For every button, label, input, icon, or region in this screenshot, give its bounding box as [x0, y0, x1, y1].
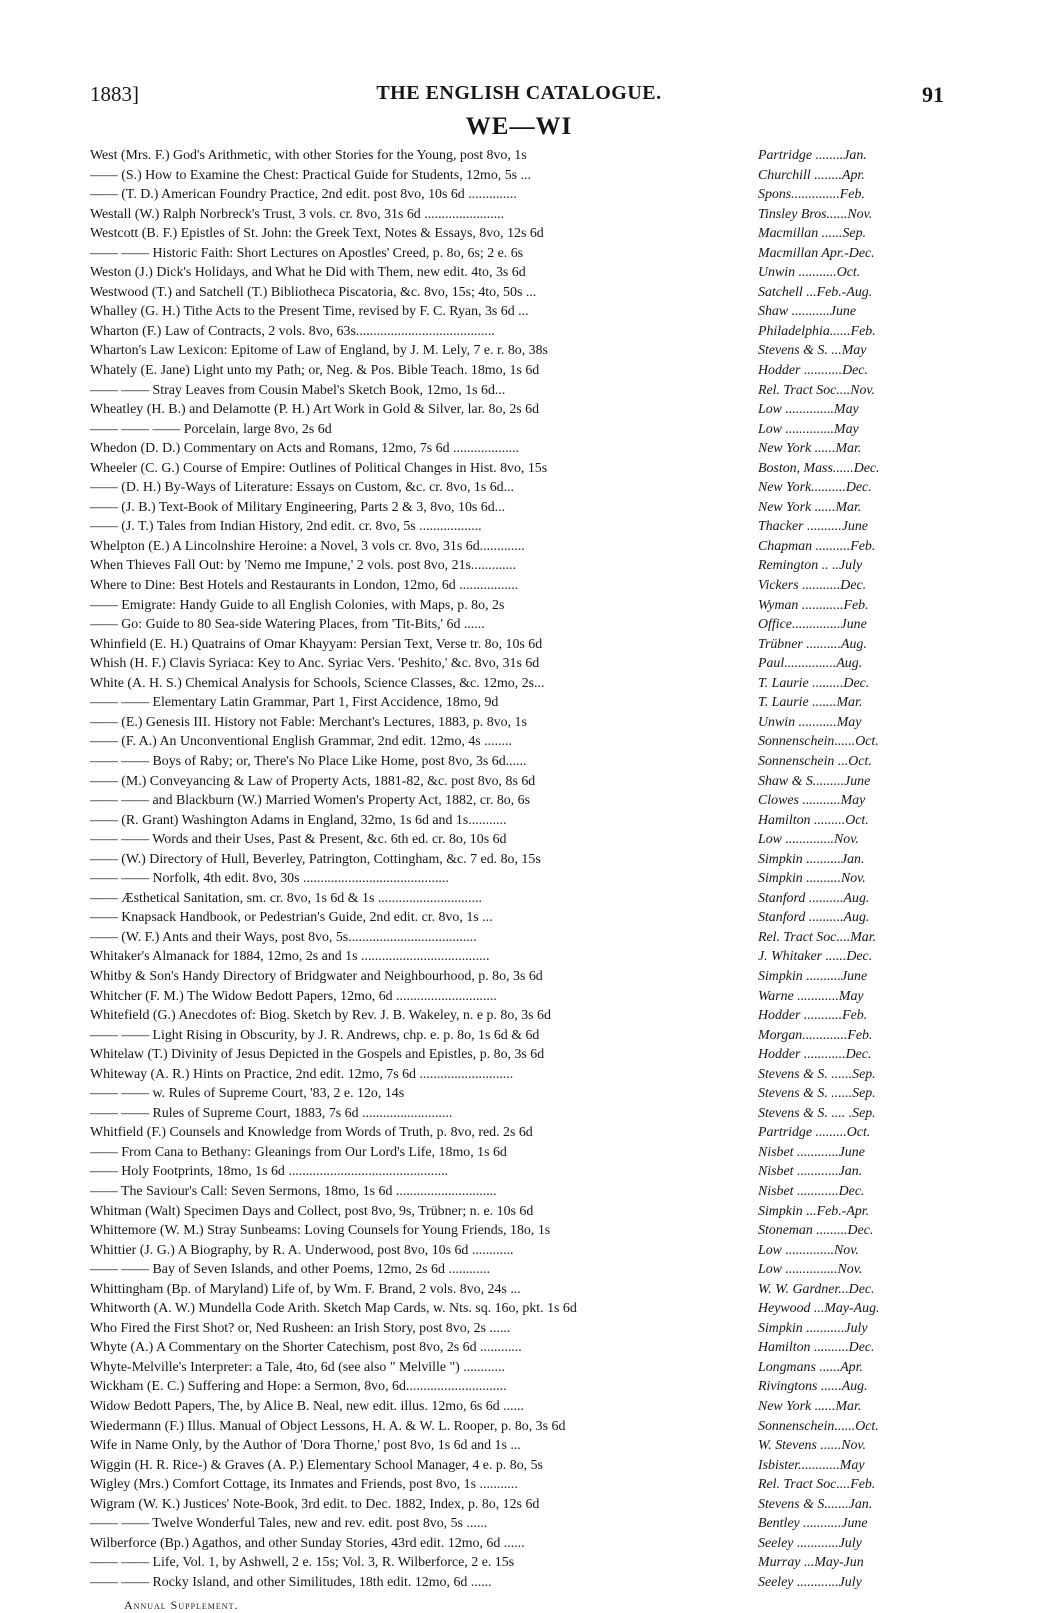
catalogue-entry	[90, 578, 948, 598]
entry-publisher-date: Remington .. ..July	[758, 558, 863, 574]
entry-publisher-date: J. Whitaker ......Dec.	[758, 949, 873, 965]
entry-description: Wigram (W. K.) Justices' Note-Book, 3rd edit. to Dec. 1882, Index, p. 8o, 12s 6d	[90, 1496, 540, 1512]
catalogue-entry	[90, 813, 948, 833]
catalogue-entry	[90, 285, 948, 305]
entry-description: Where to Dine: Best Hotels and Restaurants in London, 12mo, 6d .................	[90, 578, 519, 594]
entry-description: Whyte-Melville's Interpreter: a Tale, 4to, 6d (see also " Melville ") ............	[90, 1359, 505, 1375]
entry-description: Wiedermann (F.) Illus. Manual of Object Lessons, H. A. & W. L. Rooper, p. 8o, 3s 6d	[90, 1418, 566, 1434]
entry-publisher-date: Rel. Tract Soc....Nov.	[758, 382, 876, 398]
entry-description: Whitby & Son's Handy Directory of Bridgwater and Neighbourhood, p. 8o, 3s 6d	[90, 968, 543, 984]
entry-publisher-date: Low ..............Nov.	[758, 832, 859, 848]
entry-publisher-date: Paul...............Aug.	[758, 656, 863, 672]
entry-publisher-date: Nisbet ............Dec.	[758, 1183, 865, 1199]
entry-description: —— —— Historic Faith: Short Lectures on Apostles' Creed, p. 8o, 6s; 2 e. 6s	[90, 245, 524, 261]
entry-description: White (A. H. S.) Chemical Analysis for Schools, Science Classes, &c. 12mo, 2s...	[90, 675, 545, 691]
entry-publisher-date: T. Laurie .......Mar.	[758, 695, 863, 711]
catalogue-entry	[90, 1301, 948, 1321]
entry-description: —— Emigrate: Handy Guide to all English Colonies, with Maps, p. 8o, 2s	[90, 597, 505, 613]
catalogue-entry	[90, 1106, 948, 1126]
catalogue-entry	[90, 1340, 948, 1360]
entry-description: Whitcher (F. M.) The Widow Bedott Papers, 12mo, 6d .............................	[90, 988, 497, 1004]
catalogue-entry	[90, 1419, 948, 1439]
entry-publisher-date: Stevens & S. ......Sep.	[758, 1086, 876, 1102]
entry-description: —— —— w. Rules of Supreme Court, '83, 2 e. 12o, 14s	[90, 1086, 405, 1102]
catalogue-entry	[90, 207, 948, 227]
entry-description: Whyte (A.) A Commentary on the Shorter Catechism, post 8vo, 2s 6d ............	[90, 1340, 522, 1356]
entry-description: —— (D. H.) By-Ways of Literature: Essays on Custom, &c. cr. 8vo, 1s 6d...	[90, 480, 515, 496]
entry-description: Whitaker's Almanack for 1884, 12mo, 2s and 1s .....................................	[90, 949, 490, 965]
entry-description: —— —— Rocky Island, and other Similitudes, 18th edit. 12mo, 6d ......	[90, 1574, 492, 1590]
entry-publisher-date: Heywood ...May-Aug.	[758, 1301, 880, 1317]
entry-description: —— —— Light Rising in Obscurity, by J. R. Andrews, chp. e. p. 8o, 1s 6d & 6d	[90, 1027, 540, 1043]
entry-publisher-date: Unwin ...........May	[758, 714, 862, 730]
entry-description: Whish (H. F.) Clavis Syriaca: Key to Anc. Syriac Vers. 'Peshito,' &c. 8vo, 31s 6d	[90, 656, 540, 672]
catalogue-entry	[90, 1067, 948, 1087]
entry-description: —— —— Stray Leaves from Cousin Mabel's Sketch Book, 12mo, 1s 6d...	[90, 382, 506, 398]
entry-publisher-date: Partridge ........Jan.	[758, 148, 867, 163]
catalogue-entry	[90, 1086, 948, 1106]
catalogue-entry	[90, 715, 948, 735]
catalogue-entry	[90, 637, 948, 657]
entry-description: —— —— Rules of Supreme Court, 1883, 7s 6d ..........................	[90, 1105, 453, 1121]
entry-description: —— —— and Blackburn (W.) Married Women's Property Act, 1882, cr. 8o, 6s	[90, 793, 531, 809]
catalogue-entry	[90, 774, 948, 794]
catalogue-entry	[90, 1379, 948, 1399]
entry-publisher-date: Simpkin ..........Jan.	[758, 851, 865, 867]
catalogue-entry	[90, 754, 948, 774]
entry-publisher-date: Warne ............May	[758, 988, 864, 1004]
entry-description: —— —— Elementary Latin Grammar, Part 1, First Accidence, 18mo, 9d	[90, 695, 499, 711]
catalogue-entry	[90, 441, 948, 461]
entry-description: Wickham (E. C.) Suffering and Hope: a Sermon, 8vo, 6d.............................	[90, 1379, 507, 1395]
entry-description: Whittemore (W. M.) Stray Sunbeams: Loving Counsels for Young Friends, 18o, 1s	[90, 1223, 551, 1239]
entry-description: —— (T. D.) American Foundry Practice, 2nd edit. post 8vo, 10s 6d ..............	[90, 187, 517, 203]
catalogue-entry	[90, 1008, 948, 1028]
entry-description: Westwood (T.) and Satchell (T.) Bibliotheca Piscatoria, &c. 8vo, 15s; 4to, 50s ...	[90, 284, 537, 300]
entry-description: Wigley (Mrs.) Comfort Cottage, its Inmates and Friends, post 8vo, 1s ...........	[90, 1477, 518, 1493]
entry-description: —— —— Bay of Seven Islands, and other Poems, 12mo, 2s 6d ............	[90, 1262, 491, 1278]
footer-note: Annual Supplement.	[124, 1598, 239, 1613]
header-title: THE ENGLISH CATALOGUE.	[376, 82, 662, 104]
header-year: 1883]	[90, 82, 139, 106]
entry-publisher-date: Shaw ...........June	[758, 304, 856, 320]
entry-description: Whitman (Walt) Specimen Days and Collect, post 8vo, 9s, Trübner; n. e. 10s 6d	[90, 1203, 534, 1219]
catalogue-entry	[90, 1204, 948, 1224]
catalogue-entry	[90, 910, 948, 930]
entry-description: —— (R. Grant) Washington Adams in England, 32mo, 1s 6d and 1s...........	[90, 812, 507, 828]
catalogue-entry	[90, 1145, 948, 1165]
catalogue-entry	[90, 871, 948, 891]
entry-publisher-date: Seeley ............July	[758, 1574, 862, 1590]
entry-publisher-date: W. W. Gardner...Dec.	[758, 1281, 875, 1297]
entry-publisher-date: Rel. Tract Soc....Mar.	[758, 929, 877, 945]
entry-publisher-date: Bentley ...........June	[758, 1516, 868, 1532]
entry-publisher-date: Morgan.............Feb.	[758, 1027, 873, 1043]
entry-publisher-date: Hamilton .........Oct.	[758, 812, 869, 828]
page-number: 91	[922, 82, 944, 107]
entry-publisher-date: Thacker ..........June	[758, 519, 868, 535]
entry-publisher-date: Low ...............Nov.	[758, 1262, 863, 1278]
catalogue-entry	[90, 422, 948, 442]
catalogue-entry	[90, 1223, 948, 1243]
entry-description: —— —— Norfolk, 4th edit. 8vo, 30s ..........................................	[90, 871, 449, 887]
catalogue-entry	[90, 1477, 948, 1497]
entry-description: Whittingham (Bp. of Maryland) Life of, by Wm. F. Brand, 2 vols. 8vo, 24s ...	[90, 1281, 521, 1297]
entry-description: Westcott (B. F.) Epistles of St. John: the Greek Text, Notes & Essays, 8vo, 12s 6d	[90, 226, 544, 242]
entry-publisher-date: Sonnenschein......Oct.	[758, 734, 879, 750]
entry-publisher-date: Wyman ............Feb.	[758, 597, 869, 613]
entry-description: —— (W. F.) Ants and their Ways, post 8vo, 5s.....................................	[90, 929, 477, 945]
catalogue-entry	[90, 187, 948, 207]
catalogue-entry	[90, 558, 948, 578]
entry-publisher-date: Clowes ...........May	[758, 793, 866, 809]
entry-publisher-date: Philadelphia......Feb.	[758, 323, 876, 339]
catalogue-entry	[90, 949, 948, 969]
entry-publisher-date: Isbister............May	[758, 1457, 865, 1473]
catalogue-entry	[90, 265, 948, 285]
catalogue-page	[90, 82, 948, 1613]
catalogue-entry	[90, 304, 948, 324]
catalogue-entry	[90, 656, 948, 676]
entry-description: West (Mrs. F.) God's Arithmetic, with other Stories for the Young, post 8vo, 1s	[90, 148, 527, 163]
entry-description: —— —— Twelve Wonderful Tales, new and rev. edit. post 8vo, 5s ......	[90, 1516, 488, 1532]
entry-description: —— (S.) How to Examine the Chest: Practical Guide for Students, 12mo, 5s ...	[90, 167, 531, 183]
entry-publisher-date: Unwin ...........Oct.	[758, 265, 861, 281]
entry-publisher-date: Hamilton ..........Dec.	[758, 1340, 875, 1356]
entry-description: Widow Bedott Papers, The, by Alice B. Neal, new edit. illus. 12mo, 6s 6d ......	[90, 1399, 524, 1414]
catalogue-entry	[90, 1047, 948, 1067]
catalogue-entry	[90, 383, 948, 403]
entry-description: Wife in Name Only, by the Author of 'Dora Thorne,' post 8vo, 1s 6d and 1s ...	[90, 1438, 521, 1454]
entry-description: —— —— Boys of Raby; or, There's No Place Like Home, post 8vo, 3s 6d......	[90, 753, 527, 769]
entry-publisher-date: New York ......Mar.	[758, 441, 862, 457]
entry-publisher-date: Simpkin ...........July	[758, 1320, 868, 1336]
entry-description: Whittier (J. G.) A Biography, by R. A. Underwood, post 8vo, 10s 6d ............	[90, 1242, 514, 1258]
entry-publisher-date: W. Stevens ......Nov.	[758, 1438, 867, 1454]
entry-publisher-date: Churchill ........Apr.	[758, 167, 865, 183]
entry-publisher-date: Shaw & S.........June	[758, 773, 871, 789]
catalogue-entry	[90, 402, 948, 422]
catalogue-entry	[90, 1360, 948, 1380]
entry-description: Wharton's Law Lexicon: Epitome of Law of England, by J. M. Lely, 7 e. r. 8o, 38s	[90, 343, 548, 359]
entry-publisher-date: Tinsley Bros......Nov.	[758, 206, 873, 222]
catalogue-entry	[90, 1438, 948, 1458]
catalogue-entry	[90, 1125, 948, 1145]
catalogue-entry	[90, 539, 948, 559]
catalogue-entry	[90, 1262, 948, 1282]
entry-description: Who Fired the First Shot? or, Ned Rusheen: an Irish Story, post 8vo, 2s ......	[90, 1320, 511, 1336]
catalogue-entry	[90, 148, 948, 168]
catalogue-entry	[90, 343, 948, 363]
entry-publisher-date: Hodder ............Dec.	[758, 1047, 872, 1063]
entry-publisher-date: Murray ...May-Jun	[758, 1555, 864, 1571]
catalogue-entry	[90, 1164, 948, 1184]
entry-publisher-date: New York..........Dec.	[758, 480, 872, 496]
entry-publisher-date: Low ..............May	[758, 421, 859, 437]
entry-description: Whitworth (A. W.) Mundella Code Arith. Sketch Map Cards, w. Nts. sq. 16o, pkt. 1s 6d	[90, 1301, 577, 1317]
entry-publisher-date: Stevens & S.......Jan.	[758, 1496, 873, 1512]
catalogue-entry	[90, 617, 948, 637]
entry-publisher-date: Macmillan Apr.-Dec.	[758, 245, 875, 261]
entry-publisher-date: Partridge .........Oct.	[758, 1125, 871, 1141]
entry-publisher-date: Trübner ..........Aug.	[758, 636, 867, 652]
catalogue-entry	[90, 1184, 948, 1204]
catalogue-entry	[90, 246, 948, 266]
entry-publisher-date: Stanford ..........Aug.	[758, 890, 870, 906]
entry-description: —— —— Words and their Uses, Past & Present, &c. 6th ed. cr. 8o, 10s 6d	[90, 832, 507, 848]
catalogue-entry	[90, 461, 948, 481]
catalogue-entry	[90, 1516, 948, 1536]
catalogue-entry	[90, 930, 948, 950]
catalogue-entry	[90, 519, 948, 539]
entry-description: —— (W.) Directory of Hull, Beverley, Patrington, Cottingham, &c. 7 ed. 8o, 15s	[90, 851, 541, 867]
entry-publisher-date: Macmillan ......Sep.	[758, 226, 867, 242]
entry-description: Whately (E. Jane) Light unto my Path; or, Neg. & Pos. Bible Teach. 18mo, 1s 6d	[90, 363, 540, 379]
catalogue-entry	[90, 1399, 948, 1419]
entry-description: Wiggin (H. R. Rice-) & Graves (A. P.) Elementary School Manager, 4 e. p. 8o, 5s	[90, 1457, 543, 1473]
entry-description: Wilberforce (Bp.) Agathos, and other Sunday Stories, 43rd edit. 12mo, 6d ......	[90, 1535, 525, 1551]
entry-description: —— (F. A.) An Unconventional English Grammar, 2nd edit. 12mo, 4s ........	[90, 734, 512, 750]
entry-description: —— Knapsack Handbook, or Pedestrian's Guide, 2nd edit. cr. 8vo, 1s ...	[90, 910, 493, 926]
catalogue-entry	[90, 1028, 948, 1048]
entry-list	[90, 148, 948, 1594]
entry-publisher-date: Simpkin ..........June	[758, 968, 868, 984]
catalogue-entry	[90, 891, 948, 911]
entry-publisher-date: Sonnenschein......Oct.	[758, 1418, 879, 1434]
catalogue-entry	[90, 480, 948, 500]
entry-description: Whedon (D. D.) Commentary on Acts and Romans, 12mo, 7s 6d ...................	[90, 441, 520, 457]
catalogue-entry	[90, 1243, 948, 1263]
entry-description: Whiteway (A. R.) Hints on Practice, 2nd edit. 12mo, 7s 6d ...........................	[90, 1066, 514, 1082]
catalogue-entry	[90, 832, 948, 852]
entry-description: —— (J. B.) Text-Book of Military Engineering, Parts 2 & 3, 8vo, 10s 6d...	[90, 499, 506, 515]
catalogue-entry	[90, 598, 948, 618]
entry-publisher-date: Simpkin ..........Nov.	[758, 871, 866, 887]
entry-description: —— (M.) Conveyancing & Law of Property Acts, 1881-82, &c. post 8vo, 8s 6d	[90, 773, 536, 789]
catalogue-entry	[90, 500, 948, 520]
catalogue-entry	[90, 226, 948, 246]
entry-publisher-date: Rivingtons ......Aug.	[758, 1379, 868, 1395]
entry-description: —— Æsthetical Sanitation, sm. cr. 8vo, 1s 6d & 1s ..............................	[90, 890, 483, 906]
entry-publisher-date: Stanford ..........Aug.	[758, 910, 870, 926]
entry-publisher-date: Stevens & S. ......Sep.	[758, 1066, 876, 1082]
page-header	[90, 82, 948, 110]
entry-publisher-date: Stevens & S. .... .Sep.	[758, 1105, 876, 1121]
catalogue-entry	[90, 969, 948, 989]
entry-description: Whitefield (G.) Anecdotes of: Biog. Sketch by Rev. J. B. Wakeley, n. e p. 8o, 3s 6d	[90, 1008, 551, 1024]
entry-publisher-date: Longmans ......Apr.	[758, 1359, 863, 1375]
entry-publisher-date: Chapman ..........Feb.	[758, 538, 876, 554]
entry-publisher-date: Stoneman .........Dec.	[758, 1223, 874, 1239]
catalogue-entry	[90, 1458, 948, 1478]
catalogue-entry	[90, 1575, 948, 1595]
entry-description: Whalley (G. H.) Tithe Acts to the Present Time, revised by F. C. Ryan, 3s 6d ...	[90, 304, 529, 320]
entry-publisher-date: Hodder ...........Dec.	[758, 363, 868, 379]
entry-description: Wheatley (H. B.) and Delamotte (P. H.) Art Work in Gold & Silver, lar. 8o, 2s 6d	[90, 402, 540, 418]
entry-publisher-date: Office..............June	[758, 617, 867, 633]
catalogue-entry	[90, 793, 948, 813]
catalogue-entry	[90, 1536, 948, 1556]
entry-description: Whitfield (F.) Counsels and Knowledge from Words of Truth, p. 8vo, red. 2s 6d	[90, 1125, 533, 1141]
entry-publisher-date: New York ......Mar.	[758, 499, 862, 515]
entry-description: —— —— —— Porcelain, large 8vo, 2s 6d	[90, 421, 332, 437]
entry-description: —— (E.) Genesis III. History not Fable: Merchant's Lectures, 1883, p. 8vo, 1s	[90, 714, 527, 730]
entry-publisher-date: Vickers ...........Dec.	[758, 578, 867, 594]
entry-description: Whinfield (E. H.) Quatrains of Omar Khayyam: Persian Text, Verse tr. 8o, 10s 6d	[90, 636, 543, 652]
entry-description: Whitelaw (T.) Divinity of Jesus Depicted in the Gospels and Epistles, p. 8o, 3s 6d	[90, 1047, 545, 1063]
entry-publisher-date: Low ..............May	[758, 402, 859, 418]
entry-publisher-date: Hodder ...........Feb.	[758, 1008, 868, 1024]
entry-description: When Thieves Fall Out: by 'Nemo me Impune,' 2 vols. post 8vo, 21s.............	[90, 558, 517, 574]
entry-publisher-date: Seeley ............July	[758, 1535, 862, 1551]
entry-description: —— From Cana to Bethany: Gleanings from Our Lord's Life, 18mo, 1s 6d	[90, 1144, 507, 1160]
section-heading: WE—WI	[465, 113, 573, 140]
catalogue-entry	[90, 168, 948, 188]
entry-description: —— Go: Guide to 80 Sea-side Watering Places, from 'Tit-Bits,' 6d ......	[90, 617, 485, 633]
entry-description: —— (J. T.) Tales from Indian History, 2nd edit. cr. 8vo, 5s ..................	[90, 519, 482, 535]
catalogue-entry	[90, 363, 948, 383]
catalogue-entry	[90, 1282, 948, 1302]
catalogue-entry	[90, 852, 948, 872]
entry-description: Westall (W.) Ralph Norbreck's Trust, 3 vols. cr. 8vo, 31s 6d .......................	[90, 206, 505, 222]
entry-publisher-date: Simpkin ...Feb.-Apr.	[758, 1203, 870, 1219]
entry-publisher-date: Nisbet ............June	[758, 1144, 865, 1160]
catalogue-entry	[90, 1321, 948, 1341]
entry-description: Wharton (F.) Law of Contracts, 2 vols. 8vo, 63s........................................	[90, 323, 495, 339]
entry-publisher-date: Spons..............Feb.	[758, 187, 865, 203]
entry-publisher-date: T. Laurie .........Dec.	[758, 675, 870, 691]
catalogue-entry	[90, 324, 948, 344]
entry-description: —— Holy Footprints, 18mo, 1s 6d ..............................................	[90, 1164, 449, 1180]
entry-publisher-date: Rel. Tract Soc....Feb.	[758, 1477, 876, 1493]
catalogue-entry	[90, 734, 948, 754]
catalogue-entry	[90, 1497, 948, 1517]
entry-description: —— —— Life, Vol. 1, by Ashwell, 2 e. 15s; Vol. 3, R. Wilberforce, 2 e. 15s	[90, 1555, 515, 1571]
entry-publisher-date: Low ..............Nov.	[758, 1242, 859, 1258]
entry-publisher-date: Sonnenschein ...Oct.	[758, 753, 872, 769]
entry-publisher-date: Nisbet ............Jan.	[758, 1164, 863, 1180]
catalogue-entry	[90, 676, 948, 696]
catalogue-entry	[90, 695, 948, 715]
entry-publisher-date: New York ......Mar.	[758, 1399, 862, 1414]
entry-description: —— The Saviour's Call: Seven Sermons, 18mo, 1s 6d .............................	[90, 1183, 497, 1199]
entry-description: Weston (J.) Dick's Holidays, and What he Did with Them, new edit. 4to, 3s 6d	[90, 265, 526, 281]
entry-publisher-date: Stevens & S. ...May	[758, 343, 867, 359]
entry-publisher-date: Boston, Mass......Dec.	[758, 460, 880, 476]
catalogue-entry	[90, 989, 948, 1009]
entry-description: Wheeler (C. G.) Course of Empire: Outlines of Political Changes in Hist. 8vo, 15s	[90, 460, 548, 476]
entry-description: Whelpton (E.) A Lincolnshire Heroine: a Novel, 3 vols cr. 8vo, 31s 6d.............	[90, 538, 525, 554]
entry-publisher-date: Satchell ...Feb.-Aug.	[758, 284, 873, 300]
